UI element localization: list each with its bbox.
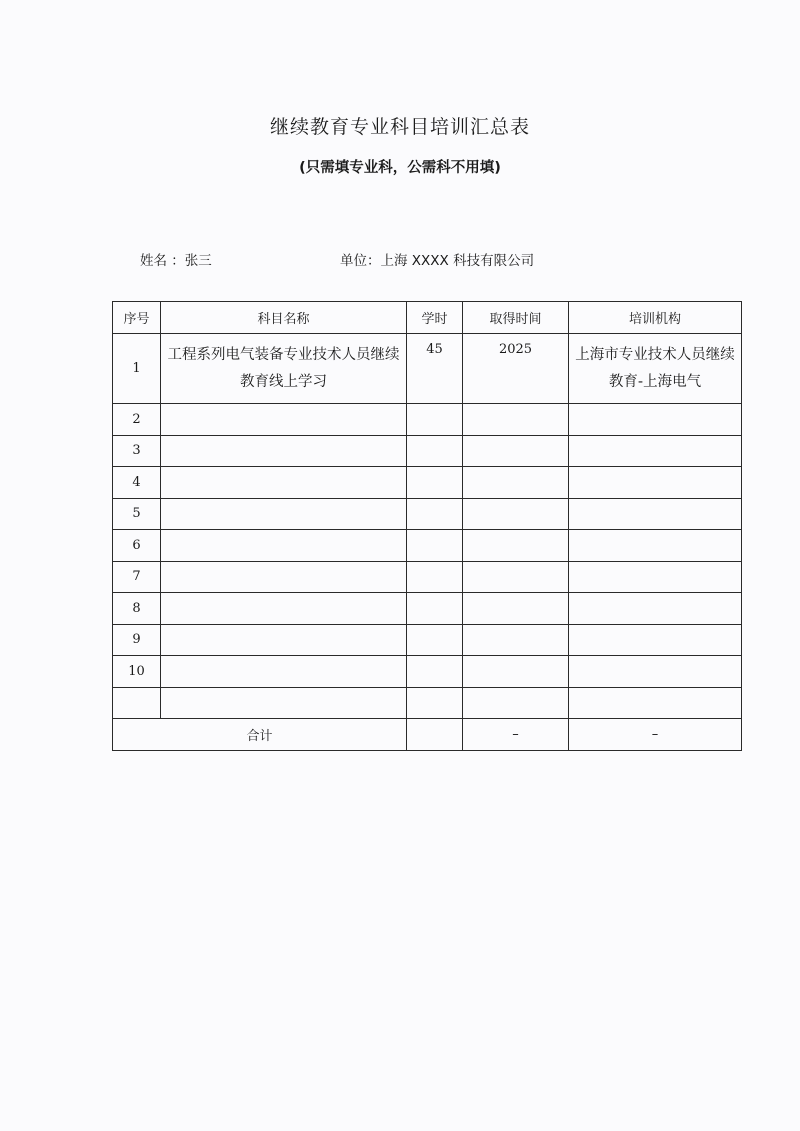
row-year	[463, 435, 569, 467]
row-institution	[569, 624, 742, 656]
row-institution	[569, 498, 742, 530]
row-hours	[407, 498, 463, 530]
header-institution: 培训机构	[569, 302, 742, 334]
row-year	[463, 561, 569, 593]
row-year	[463, 593, 569, 625]
row-institution	[569, 561, 742, 593]
row-subject	[161, 593, 407, 625]
row-year: 2025	[463, 334, 569, 404]
row-index: 4	[113, 467, 161, 499]
name-field	[140, 249, 212, 269]
header-subject: 科目名称	[161, 302, 407, 334]
row-subject	[161, 404, 407, 436]
unit-label: 单位：	[340, 253, 381, 269]
unit-value: 上海 XXXX 科技有限公司	[380, 253, 535, 269]
row-hours	[407, 435, 463, 467]
table-row	[113, 561, 742, 593]
row-hours: 45	[407, 334, 463, 404]
row-index: 3	[113, 435, 161, 467]
row-subject	[161, 687, 407, 719]
row-hours	[407, 530, 463, 562]
row-index: 7	[113, 561, 161, 593]
table-row	[113, 656, 742, 688]
header-index: 序号	[113, 302, 161, 334]
row-index: 1	[113, 334, 161, 404]
table-row	[113, 334, 742, 404]
row-subject	[161, 530, 407, 562]
row-subject	[161, 656, 407, 688]
row-subject	[161, 435, 407, 467]
document-title: 继续教育专业科目培训汇总表	[269, 116, 530, 138]
row-hours	[407, 624, 463, 656]
row-subject	[161, 561, 407, 593]
table-row	[113, 498, 742, 530]
table-row	[113, 467, 742, 499]
table-row	[113, 530, 742, 562]
total-label: 合计	[113, 719, 407, 751]
row-year	[463, 467, 569, 499]
row-year	[463, 624, 569, 656]
row-index: 8	[113, 593, 161, 625]
table-row	[113, 404, 742, 436]
document-subtitle: (只需填专业科，公需科不用填)	[299, 160, 501, 176]
table-row	[113, 593, 742, 625]
row-subject: 工程系列电气装备专业技术人员继续教育线上学习	[161, 334, 407, 404]
name-value: 张三	[184, 253, 212, 269]
row-institution: 上海市专业技术人员继续教育-上海电气	[569, 334, 742, 404]
row-subject	[161, 467, 407, 499]
training-summary-table	[112, 301, 742, 751]
table-row	[113, 687, 742, 719]
row-index: 9	[113, 624, 161, 656]
row-year	[463, 656, 569, 688]
header-hours: 学时	[407, 302, 463, 334]
row-index: 5	[113, 498, 161, 530]
row-index: 2	[113, 404, 161, 436]
table-total-row	[113, 719, 742, 751]
row-index: 10	[113, 656, 161, 688]
row-hours	[407, 687, 463, 719]
row-year	[463, 530, 569, 562]
row-subject	[161, 498, 407, 530]
row-hours	[407, 467, 463, 499]
table-row	[113, 624, 742, 656]
row-hours	[407, 656, 463, 688]
table-row	[113, 435, 742, 467]
row-subject	[161, 624, 407, 656]
row-institution	[569, 467, 742, 499]
table-header-row	[113, 302, 742, 334]
name-label: 姓名 ：	[140, 253, 185, 269]
row-year	[463, 404, 569, 436]
row-institution	[569, 593, 742, 625]
row-index	[113, 687, 161, 719]
total-institution: –	[569, 719, 742, 751]
row-year	[463, 687, 569, 719]
row-institution	[569, 687, 742, 719]
row-hours	[407, 593, 463, 625]
row-hours	[407, 404, 463, 436]
total-year: –	[463, 719, 569, 751]
row-institution	[569, 656, 742, 688]
row-hours	[407, 561, 463, 593]
row-year	[463, 498, 569, 530]
total-hours	[407, 719, 463, 751]
unit-field	[340, 249, 534, 269]
header-year: 取得时间	[463, 302, 569, 334]
row-institution	[569, 435, 742, 467]
row-institution	[569, 404, 742, 436]
row-institution	[569, 530, 742, 562]
row-index: 6	[113, 530, 161, 562]
